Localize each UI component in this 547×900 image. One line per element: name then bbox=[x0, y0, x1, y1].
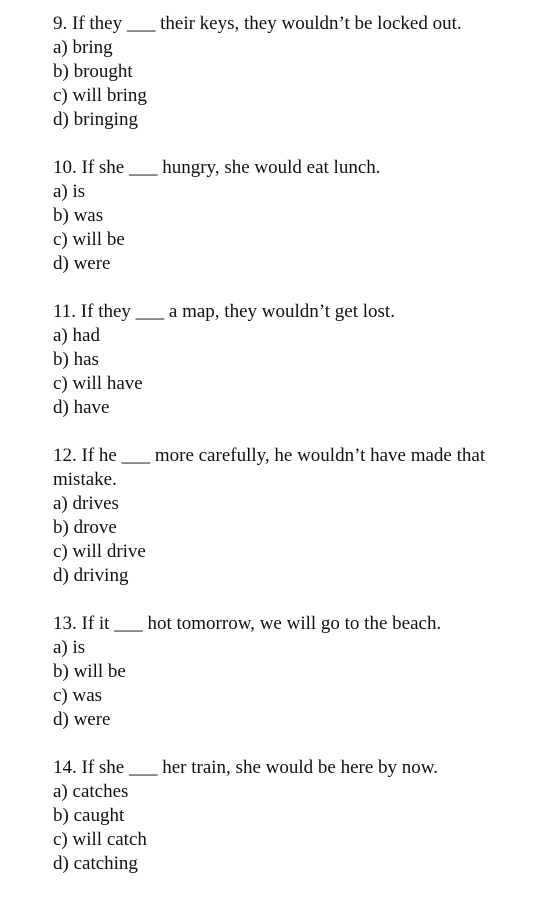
option-c: c) was bbox=[53, 685, 103, 706]
option-b: b) has bbox=[53, 349, 99, 370]
option-a: a) drives bbox=[53, 493, 119, 514]
option-d: d) have bbox=[53, 397, 110, 418]
option-c: c) will have bbox=[53, 373, 143, 394]
question-stem: 10. If she ___ hungry, she would eat lunch. bbox=[53, 157, 381, 178]
option-a: a) had bbox=[53, 325, 100, 346]
question-stem: 13. If it ___ hot tomorrow, we will go to the beach. bbox=[53, 613, 442, 634]
option-a: a) bring bbox=[53, 37, 113, 58]
option-d: d) bringing bbox=[53, 109, 138, 130]
question-stem: 11. If they ___ a map, they wouldn’t get lost. bbox=[53, 301, 395, 322]
question-12 bbox=[53, 444, 533, 588]
option-b: b) will be bbox=[53, 661, 126, 682]
worksheet bbox=[53, 12, 533, 900]
option-c: c) will catch bbox=[53, 829, 147, 850]
option-a: a) is bbox=[53, 181, 86, 202]
option-b: b) caught bbox=[53, 805, 125, 826]
question-14 bbox=[53, 756, 533, 876]
option-b: b) drove bbox=[53, 517, 117, 538]
option-d: d) catching bbox=[53, 853, 138, 874]
option-b: b) was bbox=[53, 205, 104, 226]
question-9 bbox=[53, 12, 533, 132]
option-b: b) brought bbox=[53, 61, 133, 82]
question-11 bbox=[53, 300, 533, 420]
question-stem: 9. If they ___ their keys, they wouldn’t be locked out. bbox=[53, 13, 462, 34]
option-c: c) will bring bbox=[53, 85, 147, 106]
option-c: c) will drive bbox=[53, 541, 146, 562]
option-c: c) will be bbox=[53, 229, 125, 250]
option-d: d) driving bbox=[53, 565, 129, 586]
question-13 bbox=[53, 612, 533, 732]
option-d: d) were bbox=[53, 253, 111, 274]
option-d: d) were bbox=[53, 709, 111, 730]
option-a: a) is bbox=[53, 637, 86, 658]
option-a: a) catches bbox=[53, 781, 129, 802]
question-10 bbox=[53, 156, 533, 276]
question-stem: 14. If she ___ her train, she would be here by now. bbox=[53, 757, 439, 778]
question-stem: 12. If he ___ more carefully, he wouldn’t have made that mistake. bbox=[53, 445, 490, 490]
